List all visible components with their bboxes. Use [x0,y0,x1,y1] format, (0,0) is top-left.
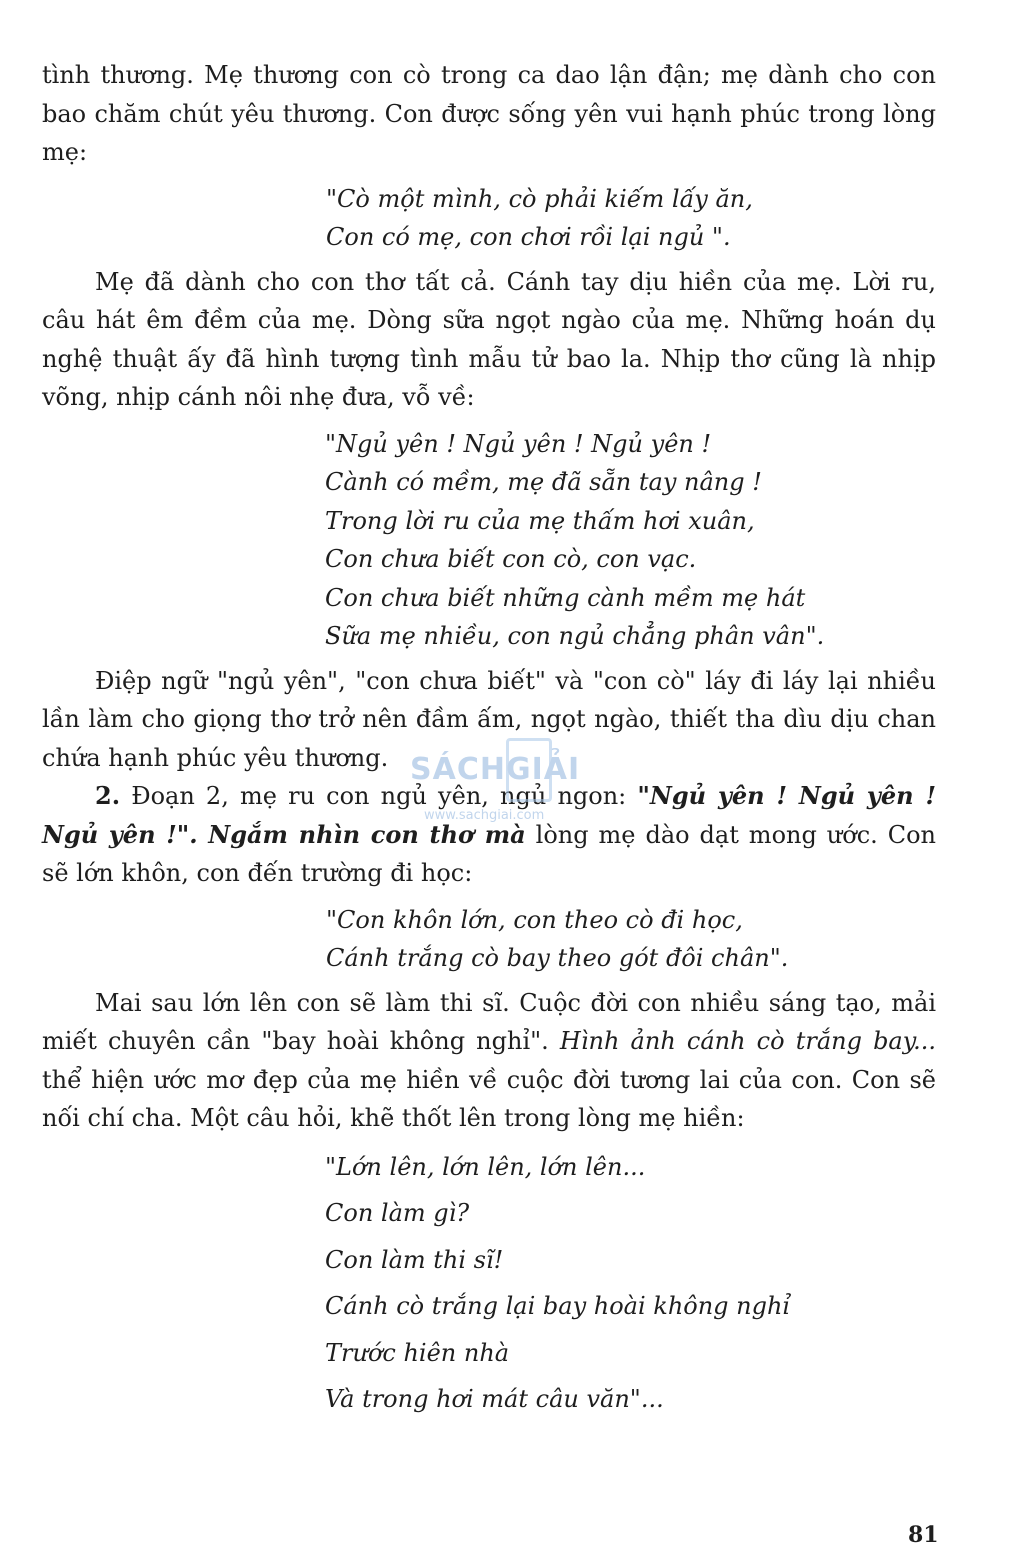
poem-line: Cành có mềm, mẹ đã sẵn tay nâng ! [325,468,762,496]
poem-line: "Cò một mình, cò phải kiếm lấy ăn, [326,184,753,213]
page-body [42,56,936,1429]
paragraph-5-italic: Hình ảnh cánh cò trắng bay... [559,1027,936,1055]
paragraph-2: Mẹ đã dành cho con thơ tất cả. Cánh tay dịu hiền của mẹ. Lời ru, câu hát êm đềm của mẹ. Dòng sữa ngọt ngào của mẹ. Những hoán dụ nghệ thuật ấy đã hình tượng tình mẫu tử bao la. Nhịp thơ cũng là nhịp võng, nhịp cánh nôi nhẹ đưa, vỗ về: [42,267,936,411]
paragraph-5 [42,984,936,1138]
paragraph-5-start: Mai sau lớn lên con sẽ làm thi sĩ. Cuộc đời con nhiều sáng tạo, mải miết chuyên cần "bay hoài không nghỉ". [42,988,936,1055]
poem-line: "Con khôn lớn, con theo cò đi học, [326,905,743,934]
poem-1 [42,172,936,263]
watermark-url: www.sachgiai.com [424,808,545,823]
poem-line: Con chưa biết con cò, con vạc. [325,545,697,573]
poem-line: Con làm gì? [325,1199,470,1227]
watermark-brand: SÁCHGIẢI [410,752,581,787]
poem-line: Con làm thi sĩ! [325,1245,504,1274]
paragraph-4-rest: lòng mẹ dào dạt mong ước. Con sẽ lớn khôn, con đến trường đi học: [42,820,936,887]
poem-line: Cánh trắng cò bay theo gót đôi chân". [326,944,789,972]
section-number: 2. [95,781,121,810]
poem-line: Con có mẹ, con chơi rồi lại ngủ ". [326,223,731,251]
poem-line: Và trong hơi mát câu văn"... [325,1385,664,1413]
poem-line: "Ngủ yên ! Ngủ yên ! Ngủ yên ! [325,429,712,458]
poem-line: Trước hiên nhà [325,1338,510,1367]
paragraph-3: Điệp ngữ "ngủ yên", "con chưa biết" và "con cò" láy đi láy lại nhiều lần làm cho giọng thơ trở nên đầm ấm, ngọt ngào, thiết tha dìu dịu chan chứa hạnh phúc yêu thương. [42,666,936,772]
poem-line: Cánh cò trắng lại bay hoài không nghỉ [325,1292,791,1320]
poem-4 [42,1138,936,1429]
page-number: 81 [908,1522,939,1548]
paragraph-4-quote: "Ngủ yên ! Ngủ yên ! Ngủ yên !". Ngắm nhìn con thơ mà [42,781,937,849]
poem-3 [42,893,936,984]
paragraph-1: tình thương. Mẹ thương con cò trong ca dao lận đận; mẹ dành cho con bao chăm chút yêu thương. Con được sống yên vui hạnh phúc trong lòng mẹ: [42,61,936,166]
poem-line: Trong lời ru của mẹ thấm hơi xuân, [325,506,755,535]
paragraph-5-end: thể hiện ước mơ đẹp của mẹ hiền về cuộc đời tương lai của con. Con sẽ nối chí cha. Một câu hỏi, khẽ thốt lên trong lòng mẹ hiền: [42,1065,936,1132]
paragraph-4 [42,777,936,893]
poem-line: Con chưa biết những cành mềm mẹ hát [325,583,806,612]
poem-2 [42,417,936,662]
poem-line: "Lớn lên, lớn lên, lớn lên... [325,1152,646,1181]
paragraph-4-text: Đoạn 2, mẹ ru con ngủ yên, ngủ ngon: [120,782,638,810]
poem-line: Sữa mẹ nhiều, con ngủ chẳng phân vân". [325,622,825,650]
